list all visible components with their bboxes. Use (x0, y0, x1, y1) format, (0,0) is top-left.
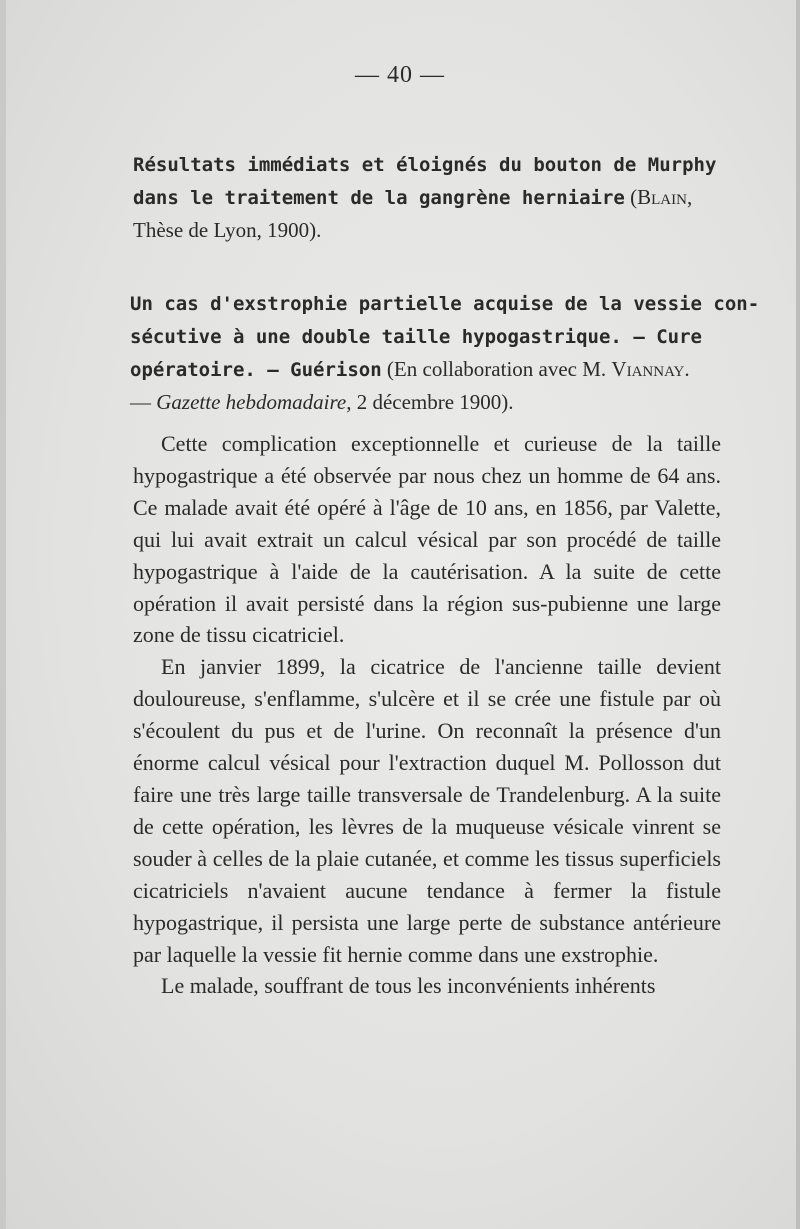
paragraph: Le malade, souffrant de tous les inconvénients inhérents (161, 973, 656, 999)
journal-name: Gazette hebdomadaire (156, 390, 347, 414)
entry-title-line-3 (130, 353, 720, 386)
comma: , (686, 185, 693, 209)
author-name: Viannay (611, 357, 685, 381)
paragraph: Cette complication exceptionnelle et curieuse de la taille hypogastrique a été observée par nous chez un homme de 64 ans. Ce malade avait été opéré à l'âge de 10 ans, en 1856, par Valette, qui lui avait extrait un calcul vésical par son procédé de taille hypogastrique à l'aide de la cautérisation. A la suite de cette opération il avait persisté dans la région sus-pubienne une large zone de tissu cicatriciel. (133, 431, 721, 648)
entry-title-line-2 (133, 181, 723, 214)
dot: . (684, 357, 690, 381)
paragraph: En janvier 1899, la cicatrice de l'ancienne taille devient douloureuse, s'enflamme, s'ulcère et il se crée une fistule par où s'écoulent du pus et de l'urine. On reconnaît la présence d'un énorme calcul vésical pour l'extraction duquel M. Pollosson dut faire une très large taille transversale de Trandelenburg. A la suite de cette opération, les lèvres de la muqueuse vésicale vinrent se souder à celles de la plaie cutanée, et comme les tissus superficiels cicatriciels n'avaient aucune tendance à fermer la fistule hypogastrique, il persista une large perte de substance antérieure par laquelle la vessie fit hernie comme dans une exstrophie. (133, 654, 721, 967)
entry-title-bold: dans le traitement de la gangrène herniaire (133, 187, 625, 209)
entry-title-bold: Résultats immédiats et éloignés du bouton de Murphy (133, 154, 717, 176)
entry-title-line-1 (130, 287, 760, 320)
page-left-edge (0, 0, 6, 1229)
paren-open: ( (630, 185, 638, 209)
author-name: Blain (637, 185, 687, 209)
entry-title-bold: sécutive à une double taille hypogastrique. — Cure (130, 326, 702, 348)
entry-source-line: Thèse de Lyon, 1900). (133, 218, 322, 242)
body-text (133, 428, 721, 1002)
page-number: — 40 — (355, 62, 445, 88)
entry-title-line-2 (130, 320, 720, 353)
entry-title-line-1 (133, 148, 723, 181)
bibliography-entry-murphy (133, 148, 723, 246)
entry-source-line (130, 386, 720, 418)
entry-title-bold: opératoire. — Guérison (130, 359, 382, 381)
collaboration-text: (En collaboration avec M. (386, 357, 607, 381)
page-right-edge (796, 0, 800, 1229)
entry-title-bold: Un cas d'exstrophie partielle acquise de la vessie con- (130, 293, 760, 315)
journal-date: , 2 décembre 1900). (346, 390, 514, 414)
bibliography-entry-exstrophie (130, 287, 760, 418)
dash: — (130, 390, 151, 414)
